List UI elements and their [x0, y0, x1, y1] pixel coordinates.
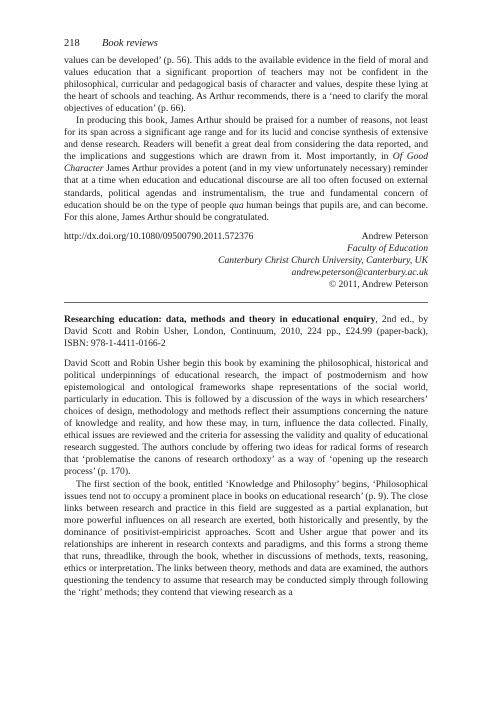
page: [64, 38, 428, 599]
reviewer-affiliation-1: Faculty of Education: [347, 242, 428, 254]
review1-paragraph-1: values can be developed’ (p. 56). This adds to the available evidence in the field of moral and values education that a significant proportion of teachers may not be confident in the philosophical, curricular and pedagogical basis of character and values, despite these lying at the heart of schools and teaching. As Arthur recommends, there is a ‘need to clarify the moral objectives of education’ (p. 66).: [64, 55, 428, 115]
review2-paragraph-1: David Scott and Robin Usher begin this book by examining the philosophical, historical and political underpinnings of educational research, the impact of postmodernism and how epistemological and ontological frameworks shape representations of the social world, particularly in education. This is followed by a discussion of the ways in which researchers’ choices of design, methodology and methods reflect their assumptions concerning the nature of knowledge and reality, and how these may, in turn, influence the data collected. Finally, ethical issues are reviewed and the criteria for assessing the validity and quality of educational research suggested. The authors conclude by offering two ideas for radical forms of research that ‘problematise the canons of research orthodoxy’ as a way of ‘opening up the research process’ (p. 170).: [64, 358, 428, 478]
book-title-italic: Of Good Character: [64, 151, 429, 175]
review1-paragraph-2: In producing this book, James Arthur should be praised for a number of reasons, not least for its span across a significant age range and for its lucid and concise synthesis of extensive and dense research. Readers will benefit a great deal from considering the data reported, and the implications and suggestions which are drawn from it. Most importantly, in Of Good Character James Arthur provides a potent (and in my view unfortunately necessary) reminder that at a time when education and educational discourse are all too often focused on external standards, political agendas and instrumentalism, the true and fundamental concern of education should be on the type of people qua human beings that pupils are, and can become. For this alone, James Arthur should be congratulated.: [64, 115, 429, 223]
review2-title: Researching education: data, methods and theory in educational enquiry: [64, 313, 376, 325]
reviewer-signature: [64, 231, 428, 291]
review2-citation: , 2nd ed., by David Scott and Robin Usher, London, Continuum, 2010, 224 pp., £24.99 (paper-back), ISBN: 978-1-4411-0166-2: [64, 313, 428, 349]
reviewer-name: Andrew Peterson: [361, 230, 428, 242]
running-title: Book reviews: [102, 38, 158, 49]
reviewer-affiliation-2: Canterbury Christ Church University, Canterbury, UK: [218, 254, 428, 266]
copyright-line: © 2011, Andrew Peterson: [328, 278, 428, 290]
review2-heading: [64, 314, 428, 350]
review2-paragraph-2: The first section of the book, entitled ‘Knowledge and Philosophy’ begins, ‘Philosophical issues tend not to occupy a prominent place in books on educational research’ (p. 9). The close links between research and practice in this field are suggested as a partial explanation, but more powerful influences on all research are exerted, both historically and presently, by the dominance of positivist-empiricist approaches. Scott and Usher argue that power and its relationships are inherent in research contexts and paradigms, and this forms a strong theme that runs, threadlike, through the book, whether in discussions of methods, texts, reasoning, ethics or interpretation. The links between theory, methods and data are examined, the authors questioning the tendency to assume that research may be conducted simply through following the ‘right’ methods; they contend that viewing research as a: [64, 478, 428, 598]
running-header: [64, 38, 428, 49]
doi-link[interactable]: http://dx.doi.org/10.1080/09500790.2011.572376: [64, 230, 254, 242]
qua-italic: qua: [229, 199, 244, 211]
page-number: 218: [64, 38, 80, 49]
section-divider: [64, 302, 428, 303]
reviewer-email[interactable]: andrew.peterson@canterbury.ac.uk: [291, 266, 428, 278]
